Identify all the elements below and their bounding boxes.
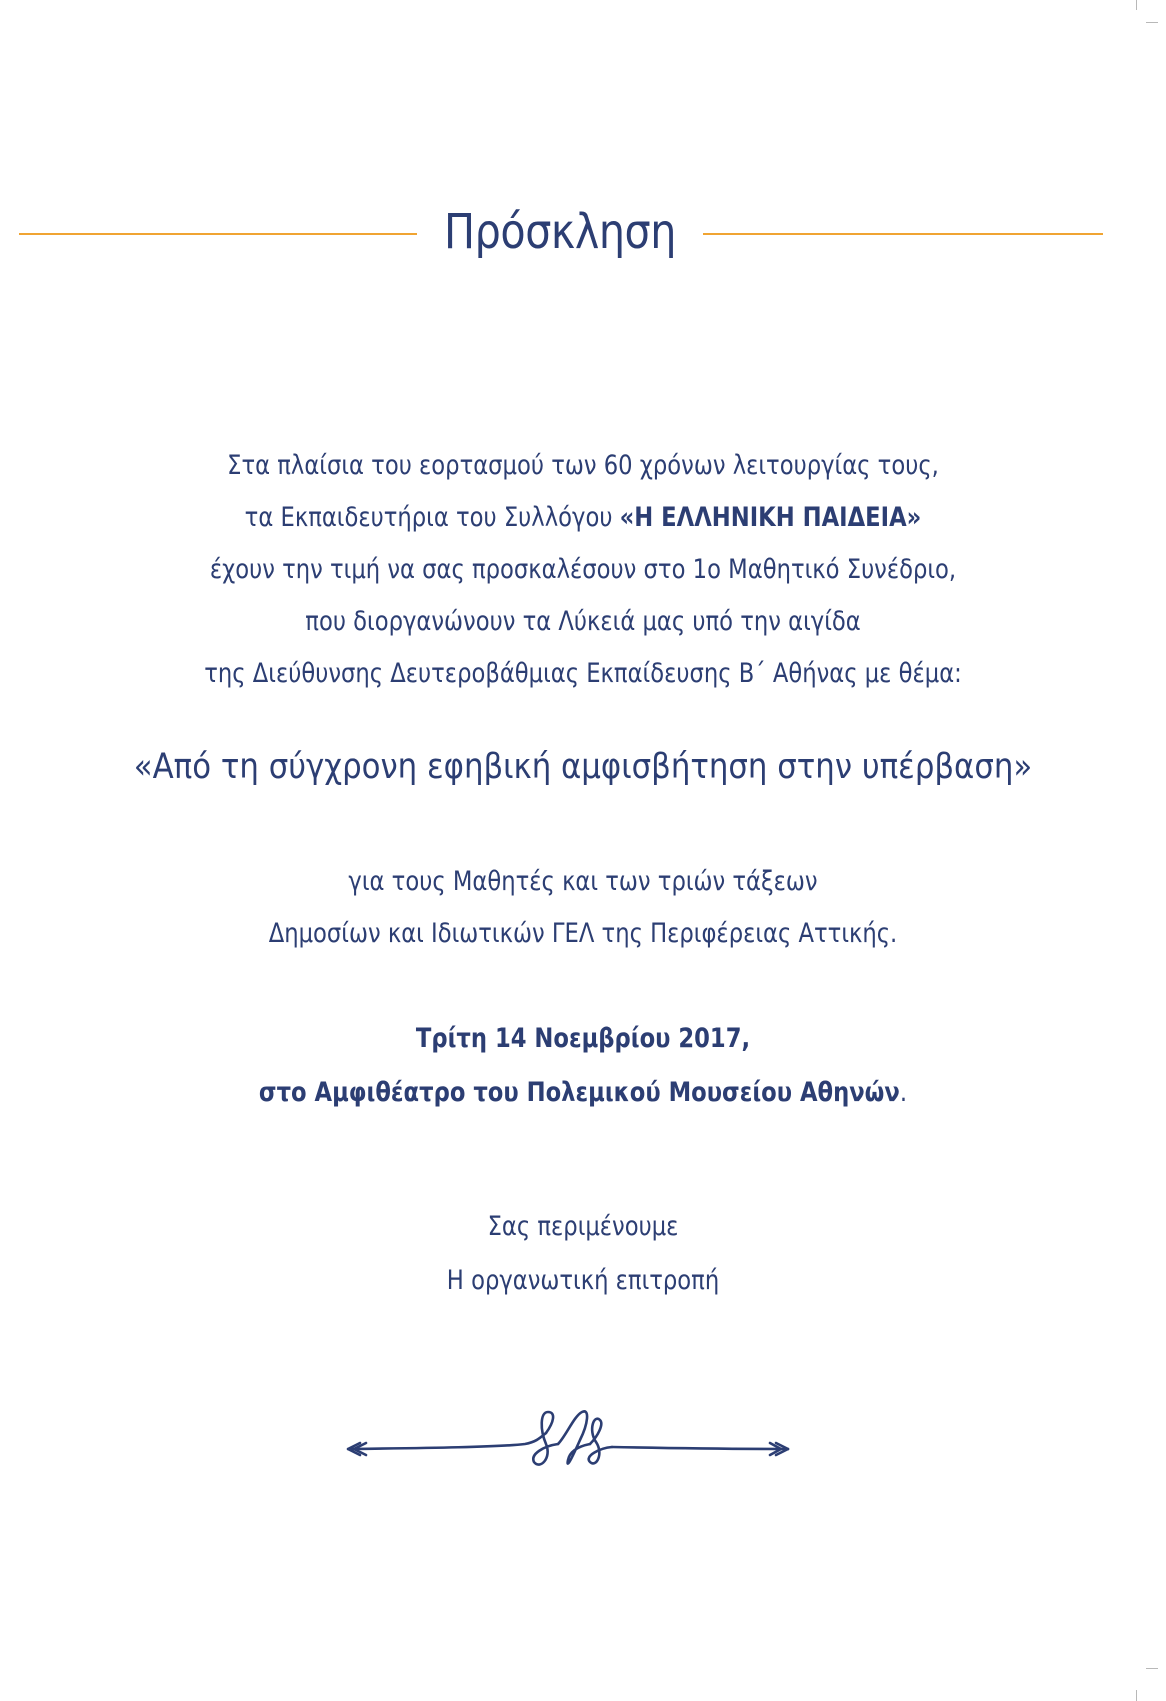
crop-mark-top-right [1146,22,1158,23]
title-rule-left [19,233,417,235]
title-row [0,200,1166,270]
event-details [93,1012,1072,1120]
intro-line-2 [93,492,1072,544]
audience-line-2: Δημοσίων και Ιδιωτικών ΓΕΛ της Περιφέρειας Αττικής. [268,918,898,949]
crop-mark-top [1136,0,1137,10]
intro-line-1: Στα πλαίσια του εορτασμού των 60 χρόνων λειτουργίας τους, [227,450,939,481]
event-date: Τρίτη 14 Νοεμβρίου 2017, [415,1023,751,1054]
title-rule-right [703,233,1103,235]
event-venue-end: . [899,1077,908,1108]
crop-mark-bottom-right [1146,1668,1158,1669]
intro-line-4: που διοργανώνουν τα Λύκειά μας υπό την αιγίδα [305,606,861,637]
theme-text: «Από τη σύγχρονη εφηβική αμφισβήτηση στην υπέρβαση» [133,747,1033,787]
closing-line-1: Σας περιμένουμε [487,1211,679,1242]
conference-theme [70,742,1096,792]
intro-line-5: της Διεύθυνσης Δευτεροβάθμιας Εκπαίδευσης Β΄ Αθήνας με θέμα: [204,658,962,689]
event-venue-line [93,1066,1072,1120]
audience-line-1: για τους Μαθητές και των τριών τάξεων [348,866,818,897]
crop-mark-bottom [1136,1690,1137,1701]
closing [93,1200,1072,1308]
intro-line-2-prefix: τα Εκπαιδευτήρια του Συλλόγου [244,502,620,533]
event-venue: στο Αμφιθέατρο του Πολεμικού Μουσείου Αθηνών [258,1077,900,1108]
signature: Η οργανωτική επιτροπή [446,1265,720,1296]
organization-name: «Η ΕΛΛΗΝΙΚΗ ΠΑΙΔΕΙΑ» [619,502,922,533]
audience-paragraph [93,856,1072,960]
page-title: Πρόσκληση [443,204,677,260]
intro-line-3: έχουν την τιμή να σας προσκαλέσουν στο 1ο Μαθητικό Συνέδριο, [209,554,957,585]
intro-paragraph [93,440,1072,700]
flourish-divider-icon [340,1400,800,1490]
